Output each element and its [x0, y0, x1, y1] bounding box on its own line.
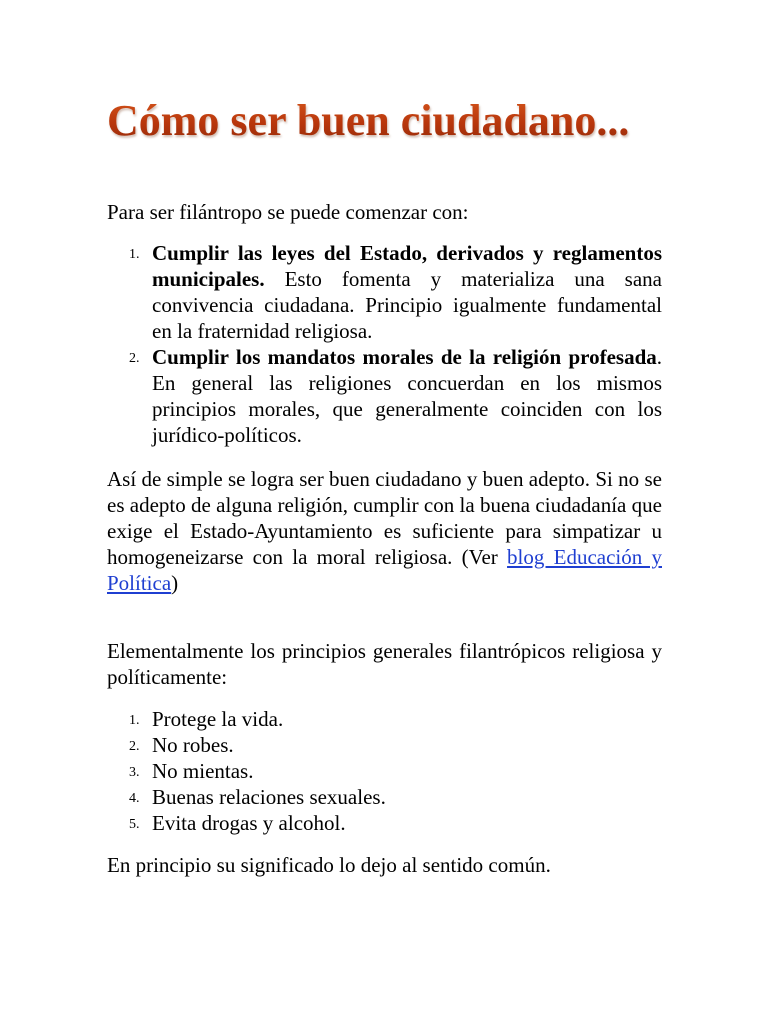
list-item: [107, 240, 662, 344]
closing-paragraph: En principio su significado lo dejo al sentido común.: [107, 853, 551, 877]
simple-paragraph: [107, 466, 662, 596]
list-item-bold: Cumplir los mandatos morales de la religión profesada: [152, 345, 657, 369]
list-item-text: No robes.: [152, 733, 234, 757]
list-number: 3.: [129, 765, 140, 780]
elemental-paragraph: Elementalmente los principios generales filantrópicos religiosa y políticamente:: [107, 639, 662, 689]
list-item: [107, 810, 662, 836]
rules-list: [107, 240, 662, 448]
list-item-text: Protege la vida.: [152, 707, 284, 731]
principles-list: [107, 706, 662, 836]
list-item-text: No mientas.: [152, 759, 254, 783]
list-number: 5.: [129, 817, 140, 832]
list-item: [107, 732, 662, 758]
list-item-text: Esto fomenta y materializa una sana convivencia ciudadana. Principio igualmente fundamental en la fraternidad religiosa.: [152, 267, 662, 343]
blog-link[interactable]: blog Educación y Política: [107, 545, 662, 595]
list-item-text: Buenas relaciones sexuales.: [152, 785, 386, 809]
document-title: Cómo ser buen ciudadano...: [107, 96, 630, 145]
list-item-text: . En general las religiones concuerdan en los mismos principios morales, que generalmente coinciden con los jurídico-políticos.: [152, 345, 662, 447]
list-item: [107, 758, 662, 784]
list-number: 2.: [129, 739, 140, 754]
list-number: 4.: [129, 791, 140, 806]
list-number: 1.: [129, 713, 140, 728]
list-item-text: Evita drogas y alcohol.: [152, 811, 346, 835]
list-item: [107, 706, 662, 732]
list-item-bold: Cumplir las leyes del Estado, derivados y reglamentos municipales.: [152, 241, 662, 291]
intro-paragraph: Para ser filántropo se puede comenzar con:: [107, 200, 469, 224]
list-number: 1.: [129, 247, 140, 262]
simple-paragraph-text: Así de simple se logra ser buen ciudadano y buen adepto. Si no se es adepto de alguna religión, cumplir con la buena ciudadanía que exige el Estado-Ayuntamiento es suficiente para simpatizar u homogeneizarse con la moral religiosa. (Ver: [107, 467, 662, 569]
simple-paragraph-after: ): [171, 571, 179, 595]
list-number: 2.: [129, 351, 140, 366]
list-item: [107, 784, 662, 810]
list-item: [107, 344, 662, 448]
